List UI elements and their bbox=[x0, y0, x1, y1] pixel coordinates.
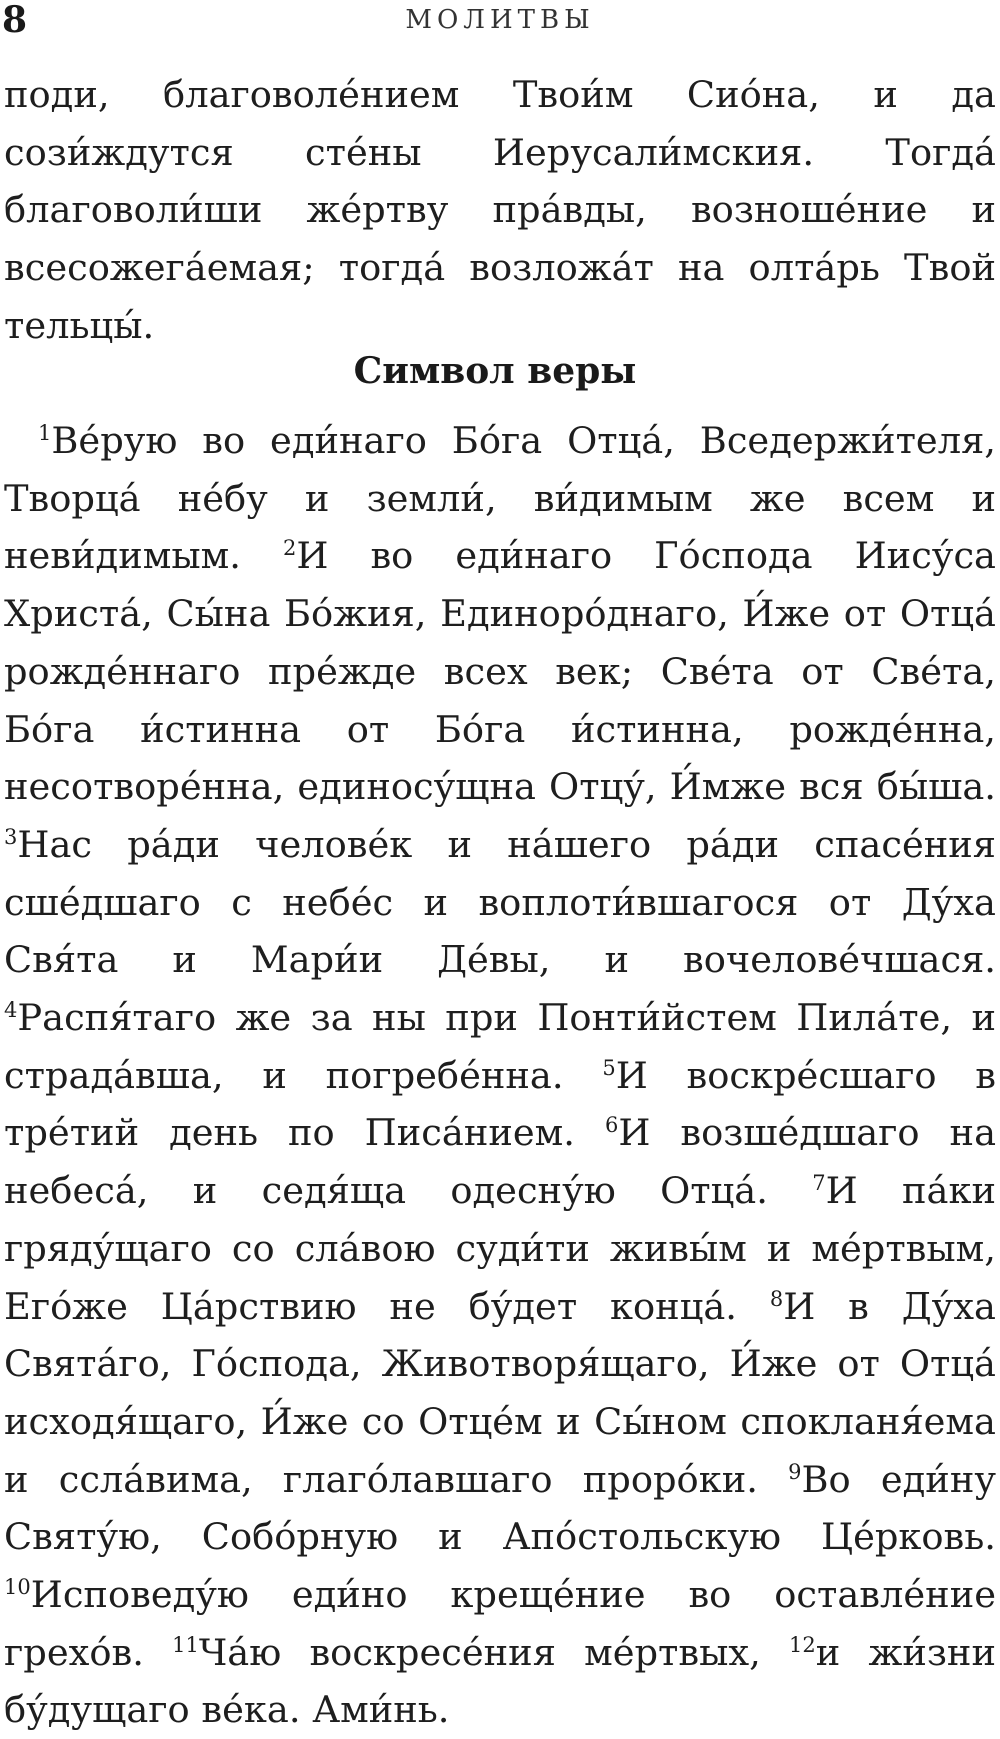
verse-number: 1 bbox=[38, 421, 52, 445]
verse-number: 5 bbox=[602, 1055, 616, 1080]
verse-number: 4 bbox=[4, 998, 18, 1023]
verse-text: и жи́зни бу́дущаго ве́ка. Ами́нь. bbox=[4, 1630, 996, 1732]
verse-number: 12 bbox=[789, 1632, 816, 1657]
verse-text: Во еди́ну Святу́ю, Собо́рную и Апо́стольскую Це́рковь. bbox=[4, 1457, 996, 1559]
verse bbox=[172, 1631, 789, 1674]
verse-text: Ча́ю воскресе́ния ме́ртвых, bbox=[198, 1630, 790, 1674]
verse-number: 8 bbox=[769, 1286, 784, 1311]
verse-text: И в Ду́ха Свята́го, Го́спода, Животворя́щаго, И́же от Отца́ исходя́щаго, И́же со Отце́м и Сы́ном спокланя́ема и ссла́вима, глаго́лавшаго проро́ки. bbox=[4, 1284, 996, 1501]
verse-text: Ве́рую во еди́наго Бо́га Отца́, Вседержи́теля, Творца́ не́бу и земли́, ви́димым же всем и неви́димым. bbox=[4, 419, 996, 578]
verse-number: 3 bbox=[4, 824, 18, 849]
creed-paragraph bbox=[4, 412, 996, 1739]
verse-text: Исповеду́ю еди́но креще́ние во оставле́ние грехо́в. bbox=[4, 1573, 996, 1674]
verse-number: 9 bbox=[788, 1459, 802, 1484]
verse-text: И возше́дшаго на небеса́, и седя́ща одесну́ю Отца́. bbox=[4, 1111, 997, 1213]
verse-text: И воскре́сшаго в тре́тий день по Писа́нием. bbox=[4, 1053, 996, 1155]
verse-number: 2 bbox=[282, 536, 297, 561]
intro-paragraph: поди, благоволе́нием Твои́м Сио́на, и да сози́ждутся сте́ны Иерусали́мския. Тогда́ благоволи́ши же́ртву пра́вды, возноше́ние и всесожега́емая; тогда́ возложа́т на олта́рь Твой тельцы́. bbox=[4, 73, 996, 347]
verse-text: И па́ки гряду́щаго со сла́вою суди́ти живы́м и ме́ртвым, Его́же Ца́рствию не бу́дет конца́. bbox=[4, 1169, 996, 1328]
verse-number: 7 bbox=[812, 1171, 826, 1196]
verse-text: И во еди́наго Го́спода Иису́са Христа́, Сы́на Бо́жия, Единоро́днаго, И́же от Отца́ рожде́ннаго пре́жде всех век; Све́та от Све́та, Бо́га и́стинна от Бо́га и́стинна, рожде́нна, несотворе́нна, единосу́щна Отцу́, И́мже вся бы́ша. bbox=[4, 534, 997, 809]
running-title: МОЛИТВЫ bbox=[405, 5, 595, 35]
verse-text: Распя́таго же за ны при Понти́йстем Пила́те, и страда́вша, и погребе́нна. bbox=[4, 996, 996, 1097]
verse-number: 10 bbox=[4, 1575, 31, 1600]
verse-number: 11 bbox=[172, 1632, 199, 1657]
verse-number: 6 bbox=[604, 1113, 619, 1138]
section-title: Символ веры bbox=[353, 350, 637, 392]
verse bbox=[4, 823, 996, 981]
verse-text: Нас ра́ди челове́к и на́шего ра́ди спасе́ния сше́дшаго с небе́с и воплоти́вшагося от Ду́ха Свя́та и Мари́и Де́вы, и вочелове́чшася. bbox=[4, 822, 996, 982]
page-number: 8 bbox=[2, 0, 28, 41]
